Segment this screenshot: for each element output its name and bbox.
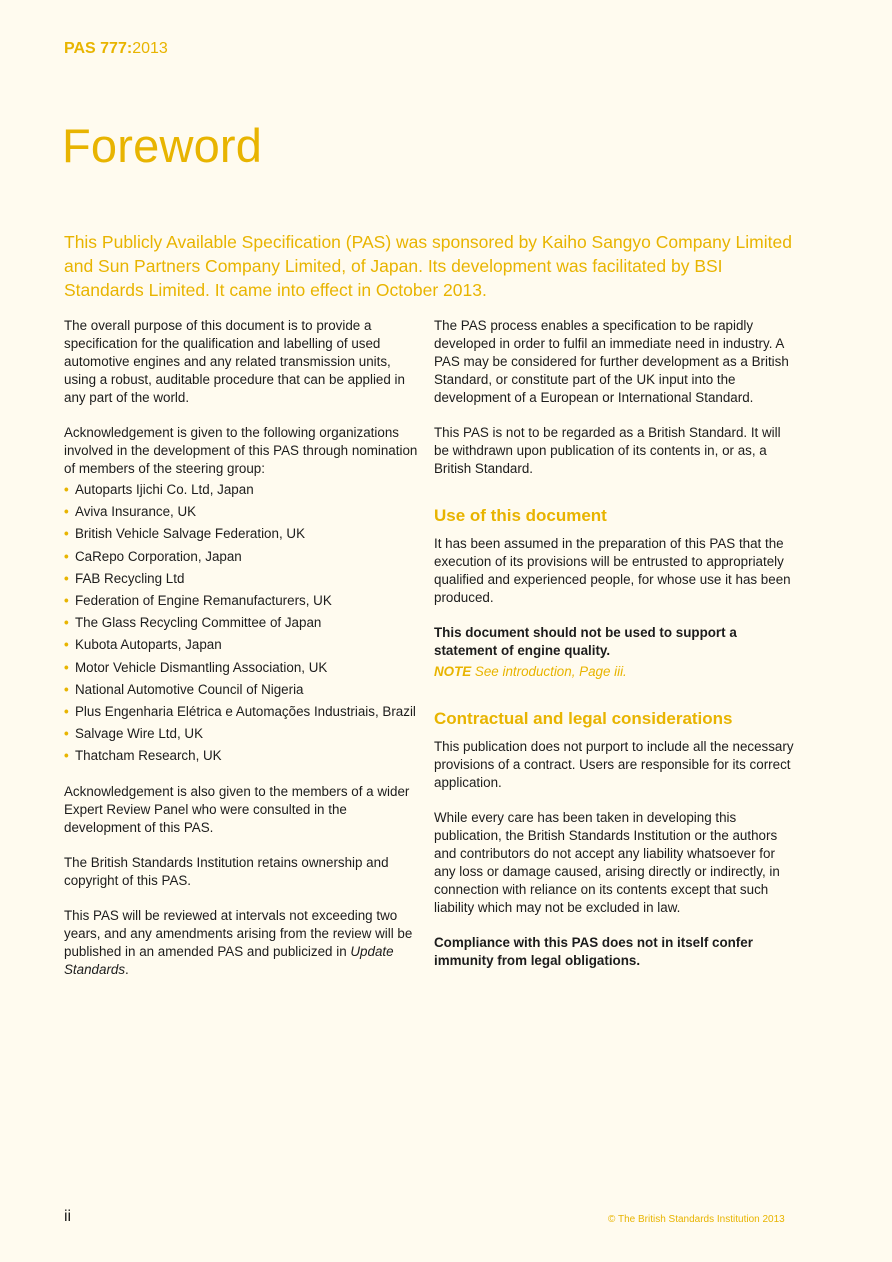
bullet-icon: •	[64, 482, 69, 497]
list-item	[64, 747, 419, 765]
page-title: Foreword	[62, 119, 263, 172]
legal-heading: Contractual and legal considerations	[434, 709, 733, 728]
copyright-notice: © The British Standards Institution 2013	[608, 1214, 785, 1225]
bullet-icon: •	[64, 592, 69, 608]
organization-name: British Vehicle Salvage Federation, UK	[75, 526, 305, 542]
organization-name: Kubota Autoparts, Japan	[75, 637, 222, 653]
note	[434, 663, 794, 681]
pas-process-paragraph: The PAS process enables a specification to be rapidly developed in order to fulfil an immediate need in industry. A PAS may be considered for further development as a British Standard, or constitute part of the UK input into the development of a European or International Standard.	[434, 318, 789, 405]
bullet-icon: •	[64, 748, 69, 764]
list-item	[64, 592, 419, 610]
document-code-year: 2013	[132, 40, 168, 57]
intro-paragraph: This Publicly Available Specification (PAS) was sponsored by Kaiho Sangyo Company Limited and Sun Partners Company Limited, of Japan. Its development was facilitated by BSI Standards Limited. It came into effect in October 2013.	[64, 232, 792, 300]
list-item	[64, 614, 419, 632]
purpose-paragraph: The overall purpose of this document is to provide a specification for the qualification and labelling of used automotive engines and any related transmission units, using a robust, auditable procedure that can be applied in any part of the world.	[64, 318, 405, 405]
bullet-icon: •	[64, 703, 69, 719]
organization-name: FAB Recycling Ltd	[75, 570, 185, 586]
page-number: ii	[64, 1208, 72, 1225]
list-item	[64, 525, 419, 543]
organization-name: Autoparts Ijichi Co. Ltd, Japan	[75, 482, 254, 497]
organization-name: CaRepo Corporation, Japan	[75, 548, 242, 564]
bullet-icon: •	[64, 570, 69, 586]
organization-name: Aviva Insurance, UK	[75, 504, 197, 520]
bullet-icon: •	[64, 637, 69, 653]
bullet-icon: •	[64, 615, 69, 631]
review-text: This PAS will be reviewed at intervals not exceeding two years, and any amendments arising from the review will be published in an amended PAS and publicized in	[64, 908, 413, 960]
list-item	[64, 725, 419, 743]
list-item	[64, 636, 419, 654]
list-item	[64, 703, 419, 721]
acknowledgement-paragraph: Acknowledgement is given to the following organizations involved in the development of this PAS through nomination of members of the steering group:	[64, 425, 418, 476]
list-item	[64, 503, 419, 521]
review-paragraph	[64, 907, 419, 979]
document-code	[64, 40, 168, 58]
legal-compliance-note: Compliance with this PAS does not in itself confer immunity from legal obligations.	[434, 935, 753, 968]
bullet-icon: •	[64, 659, 69, 675]
organization-name: Salvage Wire Ltd, UK	[75, 726, 204, 742]
list-item	[64, 681, 419, 699]
expert-panel-paragraph: Acknowledgement is also given to the members of a wider Expert Review Panel who were consulted in the development of this PAS.	[64, 784, 410, 836]
note-text: See introduction, Page iii.	[471, 664, 627, 679]
bullet-icon: •	[64, 681, 69, 697]
organization-name: Plus Engenharia Elétrica e Automações Industriais, Brazil	[75, 703, 416, 719]
right-column	[434, 317, 794, 987]
bullet-icon: •	[64, 726, 69, 742]
note-label: NOTE	[434, 664, 472, 679]
organization-name: Federation of Engine Remanufacturers, UK	[75, 592, 332, 608]
list-item	[64, 481, 419, 499]
list-item	[64, 570, 419, 588]
bullet-icon: •	[64, 504, 69, 520]
legal-paragraph-2: While every care has been taken in developing this publication, the British Standards Institution or the authors and contributors do not accept any liability whatsoever for any loss or damage caused, arising directly or indirectly, in connection with reliance on its contents except that such liability which may not be excluded in law.	[434, 810, 780, 915]
use-warning: This document should not be used to support a statement of engine quality.	[434, 625, 737, 658]
left-column	[64, 317, 419, 996]
organization-name: The Glass Recycling Committee of Japan	[75, 615, 322, 631]
bullet-icon: •	[64, 526, 69, 542]
organization-name: National Automotive Council of Nigeria	[75, 681, 304, 697]
update-standards-title: Update Standards	[64, 944, 394, 978]
bullet-icon: •	[64, 548, 69, 564]
list-item	[64, 548, 419, 566]
use-paragraph: It has been assumed in the preparation of this PAS that the execution of its provisions will be entrusted to appropriately qualified and experienced people, for whose use it has been produced.	[434, 536, 791, 605]
legal-paragraph-1: This publication does not purport to include all the necessary provisions of a contract. Users are responsible for its correct application.	[434, 739, 794, 790]
organization-name: Thatcham Research, UK	[75, 748, 222, 764]
organization-list	[64, 481, 419, 765]
review-end: .	[125, 962, 129, 978]
use-heading: Use of this document	[434, 506, 607, 525]
organization-name: Motor Vehicle Dismantling Association, UK	[75, 659, 328, 675]
ownership-paragraph: The British Standards Institution retains ownership and copyright of this PAS.	[64, 855, 389, 889]
document-code-number: PAS 777:	[64, 40, 133, 57]
not-british-standard-paragraph: This PAS is not to be regarded as a British Standard. It will be withdrawn upon publication of its contents in, or as, a British Standard.	[434, 425, 781, 476]
list-item	[64, 659, 419, 677]
